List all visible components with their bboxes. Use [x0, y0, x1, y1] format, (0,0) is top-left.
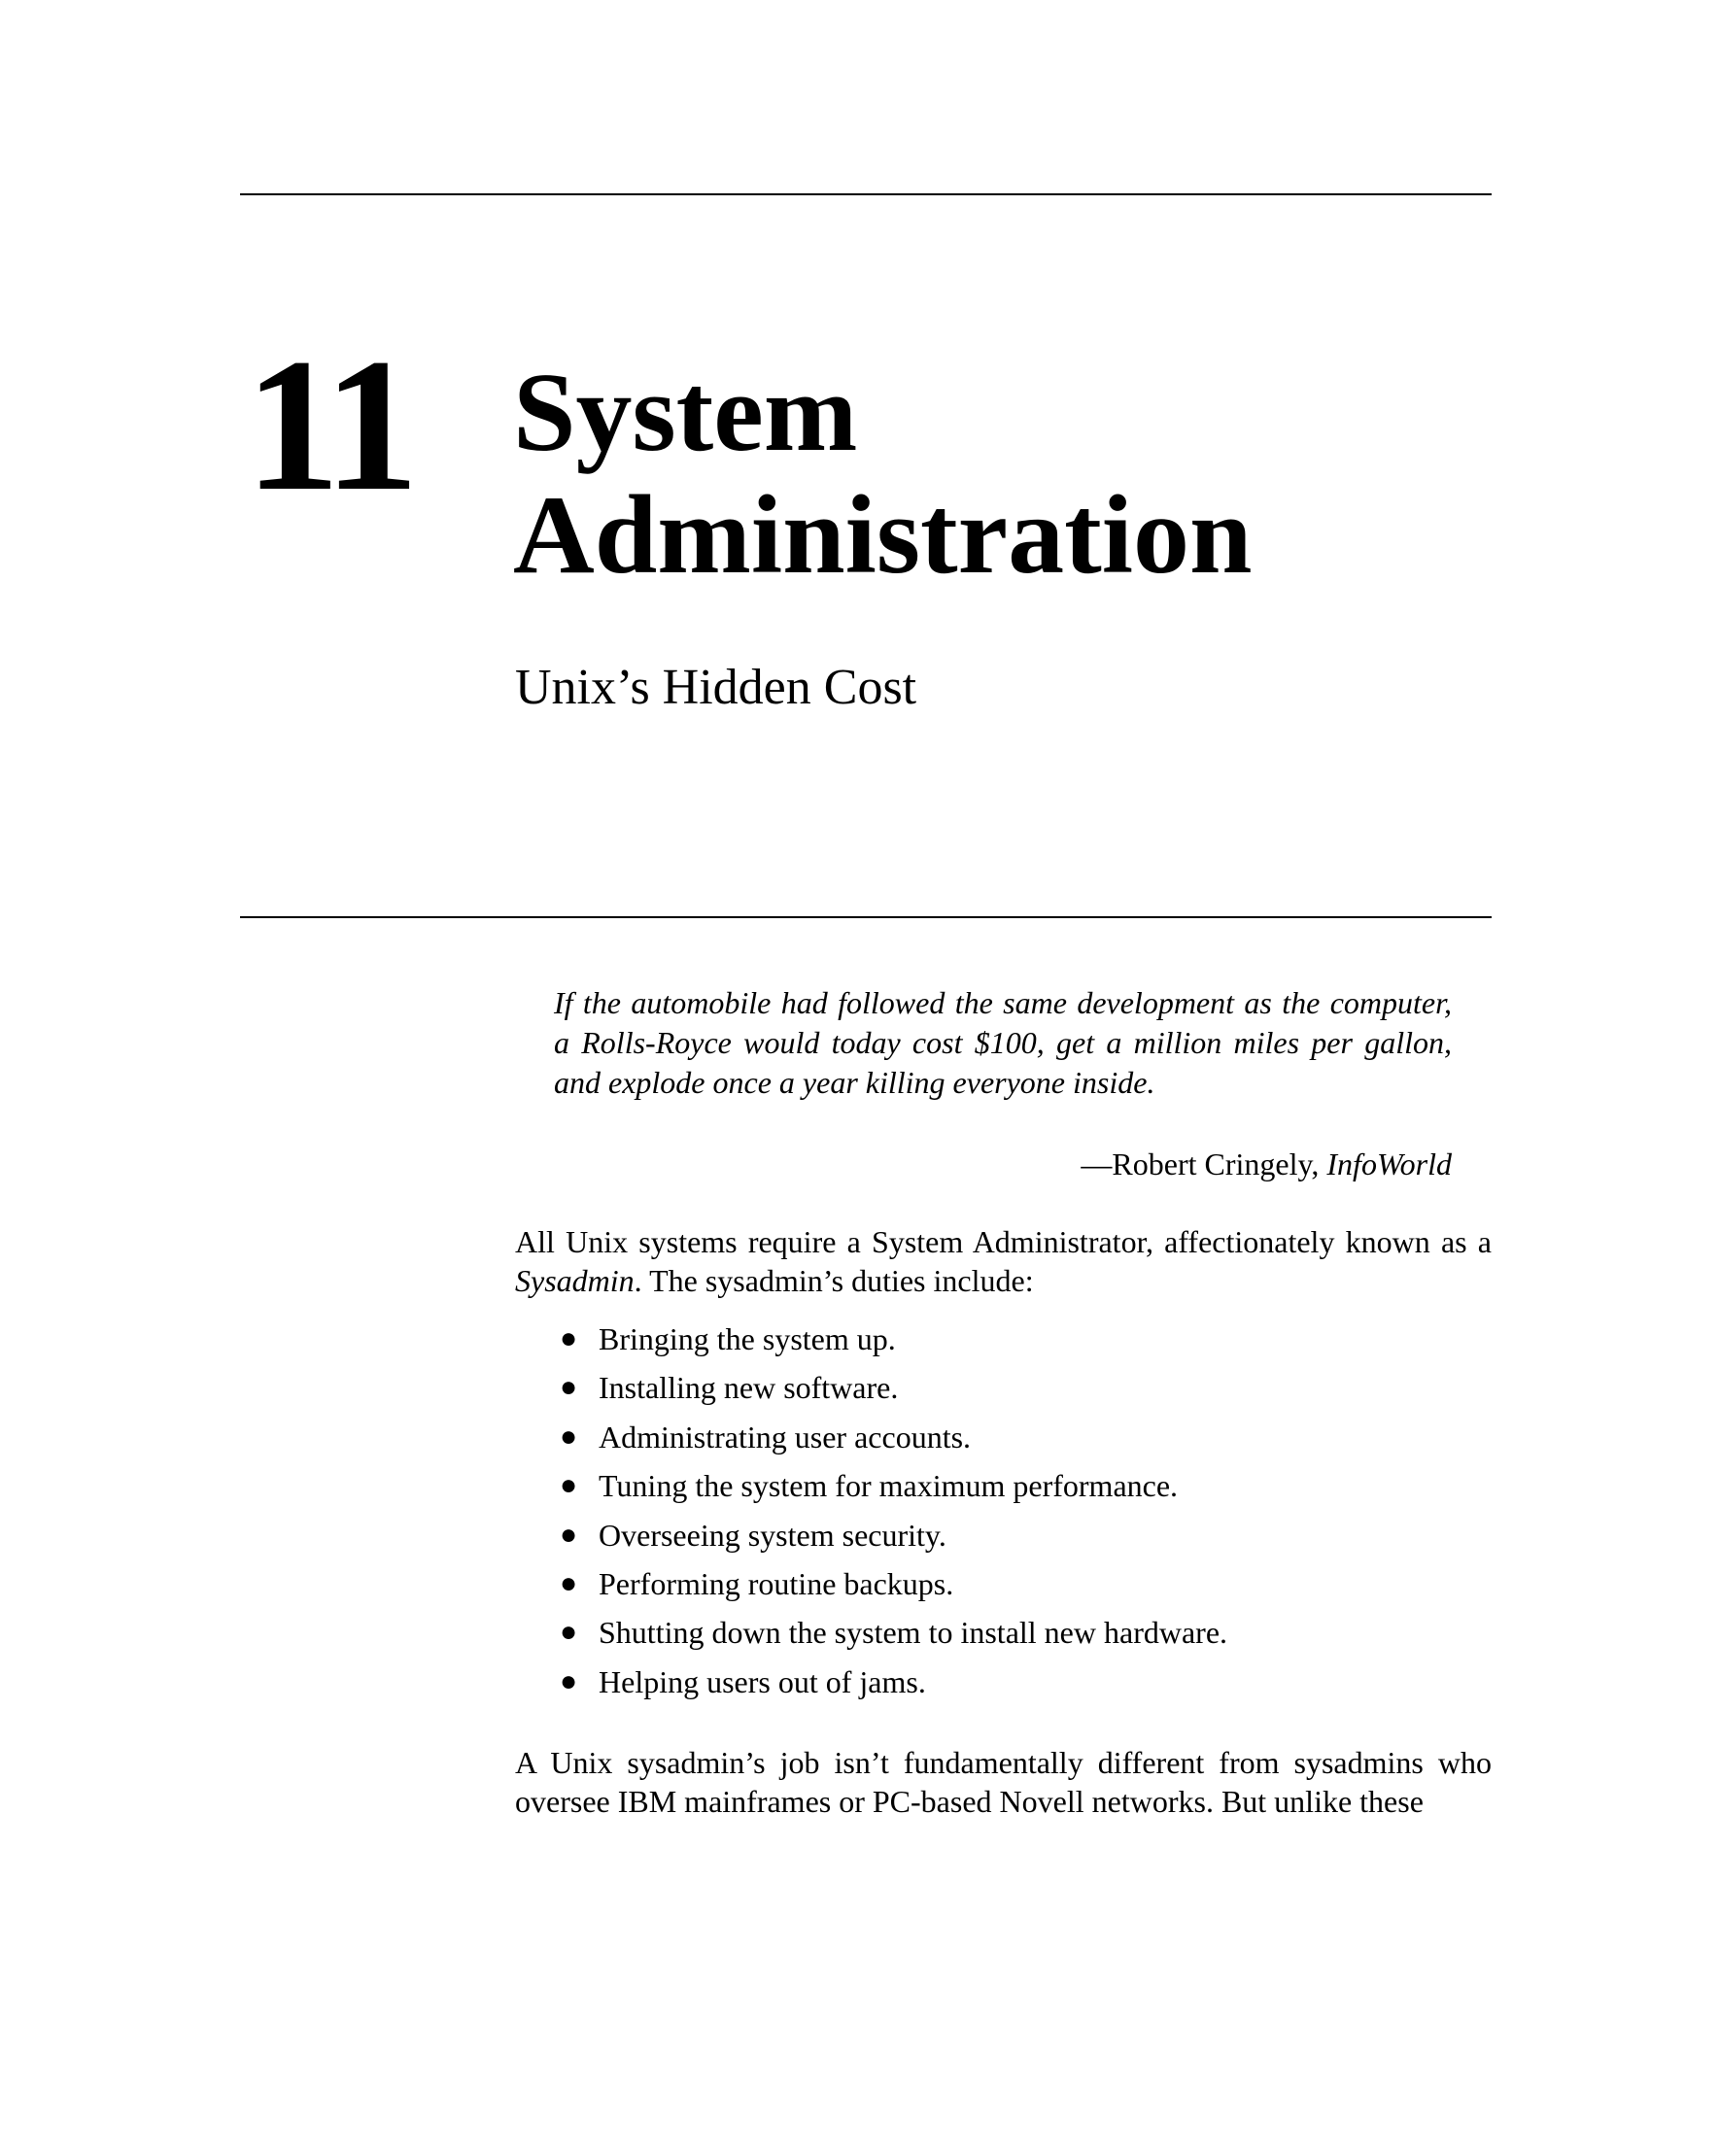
bullet-icon: ● [560, 1518, 578, 1551]
intro-text-before: All Unix systems require a System Administrator, affectionately known as a [515, 1224, 1492, 1259]
list-item [554, 1466, 1227, 1515]
list-item [554, 1516, 1227, 1564]
section-rule [240, 916, 1492, 918]
epigraph-quote: If the automobile had followed the same development as the computer, a Rolls-Royce would today cost $100, get a million miles per gallon, and explode once a year killing everyone inside. [554, 985, 1452, 1100]
bullet-icon: ● [560, 1322, 578, 1354]
list-item [554, 1319, 1227, 1368]
list-item-text: Tuning the system for maximum performance. [599, 1468, 1179, 1504]
list-item [554, 1564, 1227, 1613]
list-item-text: Installing new software. [599, 1370, 899, 1406]
chapter-subtitle: Unix’s Hidden Cost [515, 660, 917, 715]
list-item-text: Overseeing system security. [599, 1517, 946, 1553]
attribution-source: InfoWorld [1326, 1146, 1452, 1181]
attribution-author: —Robert Cringely, [1081, 1146, 1327, 1181]
list-item-text: Administrating user accounts. [599, 1419, 972, 1454]
closing-paragraph: A Unix sysadmin’s job isn’t fundamentally different from sysadmins who oversee IBM mainframes or PC-based Novell networks. But unlike these [515, 1745, 1492, 1819]
bullet-icon: ● [560, 1469, 578, 1502]
list-item-text: Shutting down the system to install new hardware. [599, 1615, 1228, 1651]
intro-paragraph [515, 1222, 1492, 1300]
list-item [554, 1368, 1227, 1417]
chapter-number: 11 [245, 320, 414, 530]
chapter-title-line-1: System [513, 351, 858, 475]
chapter-title-line-2: Administration [513, 473, 1253, 598]
list-item [554, 1613, 1227, 1661]
intro-text-after: . The sysadmin’s duties include: [634, 1263, 1034, 1298]
list-item [554, 1662, 1227, 1711]
top-rule [240, 193, 1492, 195]
epigraph-attribution [554, 1145, 1452, 1184]
bullet-icon: ● [560, 1664, 578, 1697]
bullet-icon: ● [560, 1420, 578, 1453]
list-item [554, 1418, 1227, 1466]
list-item-text: Helping users out of jams. [599, 1663, 926, 1699]
bullet-icon: ● [560, 1371, 578, 1404]
list-item-text: Bringing the system up. [599, 1321, 896, 1356]
bullet-icon: ● [560, 1566, 578, 1599]
duties-list [554, 1319, 1227, 1711]
intro-term: Sysadmin [515, 1263, 635, 1298]
chapter-title [513, 352, 1253, 597]
bullet-icon: ● [560, 1616, 578, 1649]
list-item-text: Performing routine backups. [599, 1565, 954, 1601]
